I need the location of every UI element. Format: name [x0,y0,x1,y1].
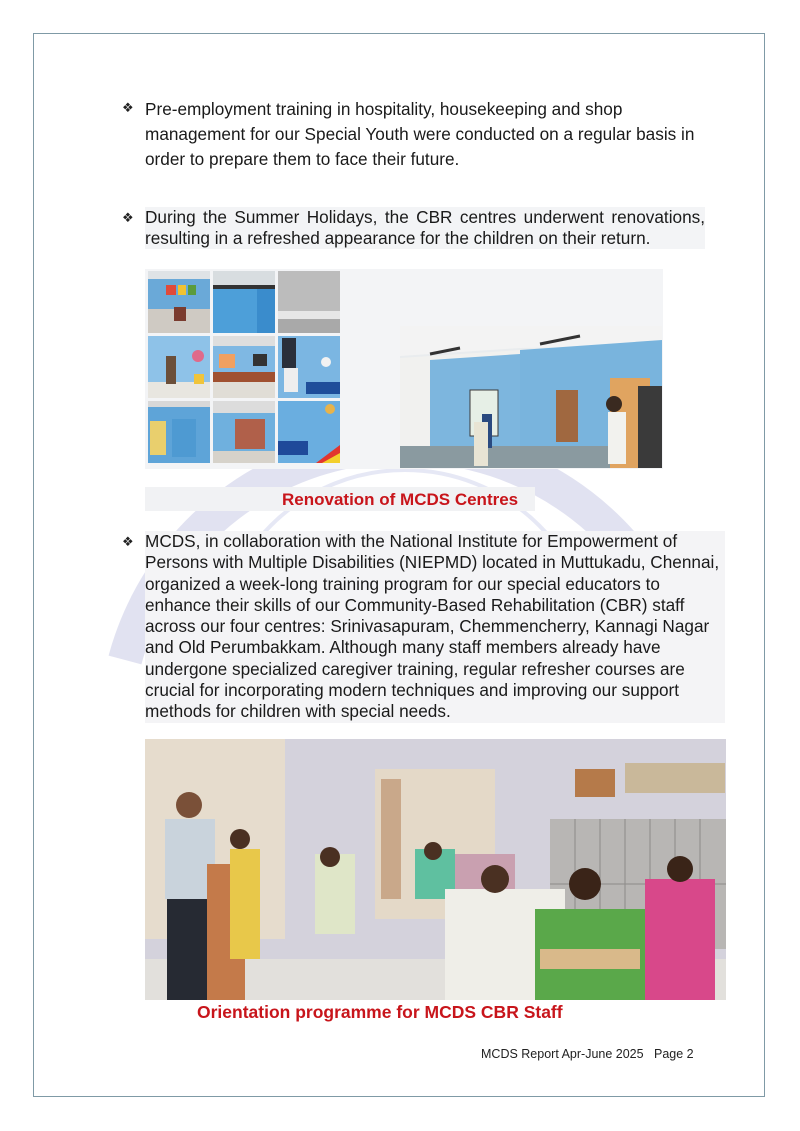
renovation-caption: Renovation of MCDS Centres [282,490,519,509]
renovation-photo [148,336,210,398]
diamond-bullet-icon: ❖ [122,534,134,549]
diamond-bullet-icon: ❖ [122,210,134,225]
footer-page-number: Page 2 [654,1047,694,1061]
renovation-photo [213,401,275,463]
footer-report-title: MCDS Report Apr-June 2025 [481,1047,644,1061]
renovation-photo-grid [148,271,342,465]
orientation-caption: Orientation programme for MCDS CBR Staff [197,1002,563,1022]
orientation-programme-photo [145,739,726,1000]
renovation-photo [278,401,340,463]
bullet-text: Pre-employment training in hospitality, housekeeping and shop management for our Special Youth were conducted on a regular basis in order to prepare them to face their future. [145,99,695,169]
renovation-photo [213,336,275,398]
page-footer [481,1047,694,1061]
bullet-text: During the Summer Holidays, the CBR centres underwent renovations, resulting in a refreshed appearance for the children on their return. [145,207,705,248]
renovation-painting-photo [400,326,662,468]
renovation-photo [213,271,275,333]
bullet-text: MCDS, in collaboration with the National Institute for Empowerment of Persons with Multiple Disabilities (NIEPMD) located in Muttukadu, Chennai, organized a week-long training program for our special educators to enhance their skills of our Community-Based Rehabilitation (CBR) staff across our four centres: Srinivasapuram, Chemmencherry, Kannagi Nagar and Old Perumbakkam. Although many staff members already have undergone specialized caregiver training, regular refresher courses are crucial for incorporating modern techniques and improving our support methods for children with special needs. [145,531,725,723]
renovation-photo [148,271,210,333]
renovation-photo [278,271,340,333]
diamond-bullet-icon: ❖ [122,100,134,115]
renovation-photo [148,401,210,463]
renovation-photo [278,336,340,398]
